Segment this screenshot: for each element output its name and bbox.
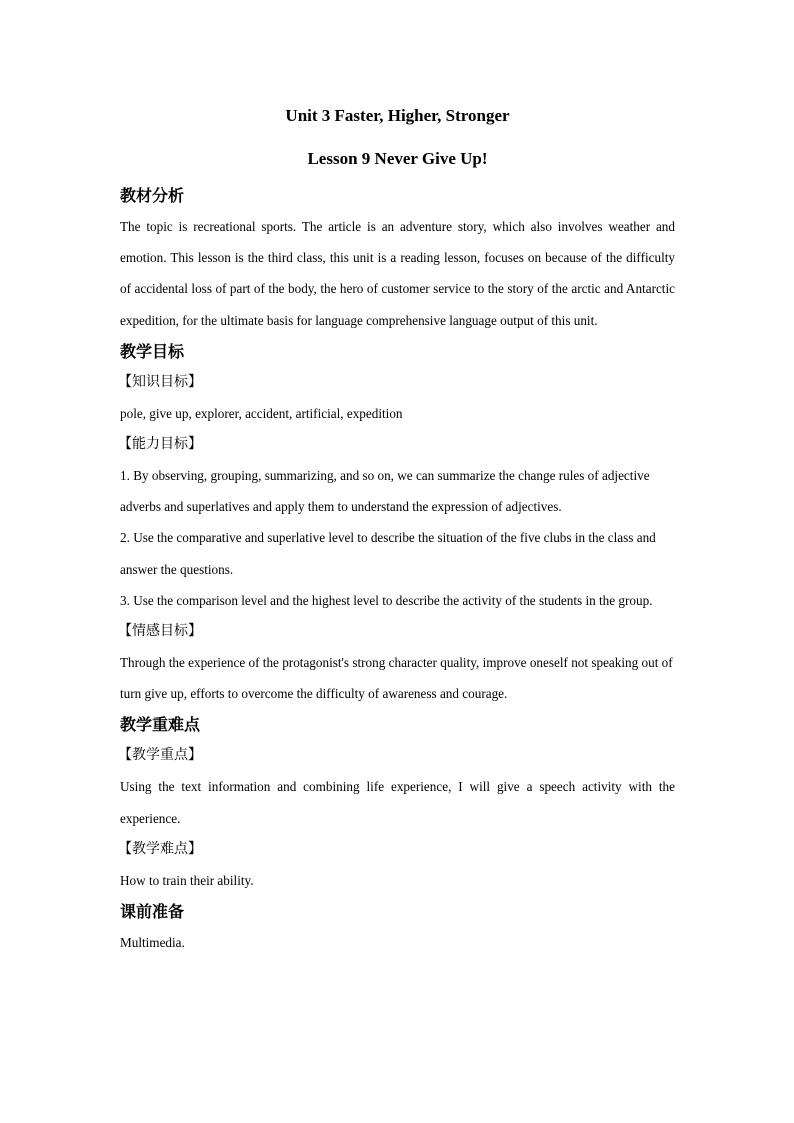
section-heading-preparation: 课前准备: [120, 902, 185, 922]
preparation-text: Multimedia.: [120, 935, 185, 951]
section-heading-material-analysis: 教材分析: [120, 186, 185, 205]
teaching-focus-label: 【教学重点】: [118, 747, 202, 764]
knowledge-objective-label: 【知识目标】: [118, 373, 202, 390]
section-heading-objectives: 教学目标: [120, 341, 185, 361]
emotion-objective-text: Through the experience of the protagonist's strong character quality, improve oneself not speaking out of turn give up, efforts to overcome the difficulty of awareness and courage.: [120, 655, 673, 702]
teaching-difficulty-text: How to train their ability.: [120, 872, 254, 888]
emotion-objective-label: 【情感目标】: [118, 623, 202, 640]
material-analysis-text: The topic is recreational sports. The article is an adventure story, which also involves weather and emotion. This lesson is the third class, this unit is a reading lesson, focuses on because of the difficulty of accidental loss of part of the body, the hero of customer service to the story of the arctic and Antarctic expedition, for the ultimate basis for language comprehensive language output of this unit.: [120, 219, 675, 328]
teaching-focus-text: Using the text information and combining life experience, I will give a speech activity with the experience.: [120, 779, 675, 826]
ability-objective-item-3: 3. Use the comparison level and the highest level to describe the activity of the students in the group.: [120, 592, 653, 608]
unit-title: Unit 3 Faster, Higher, Stronger: [285, 106, 510, 125]
ability-objective-item-1: 1. By observing, grouping, summarizing, and so on, we can summarize the change rules of adjective adverbs and superlatives and apply them to understand the expression of adjectives.: [120, 468, 650, 515]
section-heading-key-points: 教学重难点: [120, 715, 201, 735]
lesson-title: Lesson 9 Never Give Up!: [307, 149, 488, 168]
ability-objective-label: 【能力目标】: [118, 436, 202, 453]
document-body: [120, 180, 675, 958]
knowledge-objective-text: pole, give up, explorer, accident, artificial, expedition: [120, 405, 403, 421]
ability-objective-item-2: 2. Use the comparative and superlative level to describe the situation of the five clubs in the class and answer the questions.: [120, 530, 656, 577]
teaching-difficulty-label: 【教学难点】: [118, 840, 202, 857]
